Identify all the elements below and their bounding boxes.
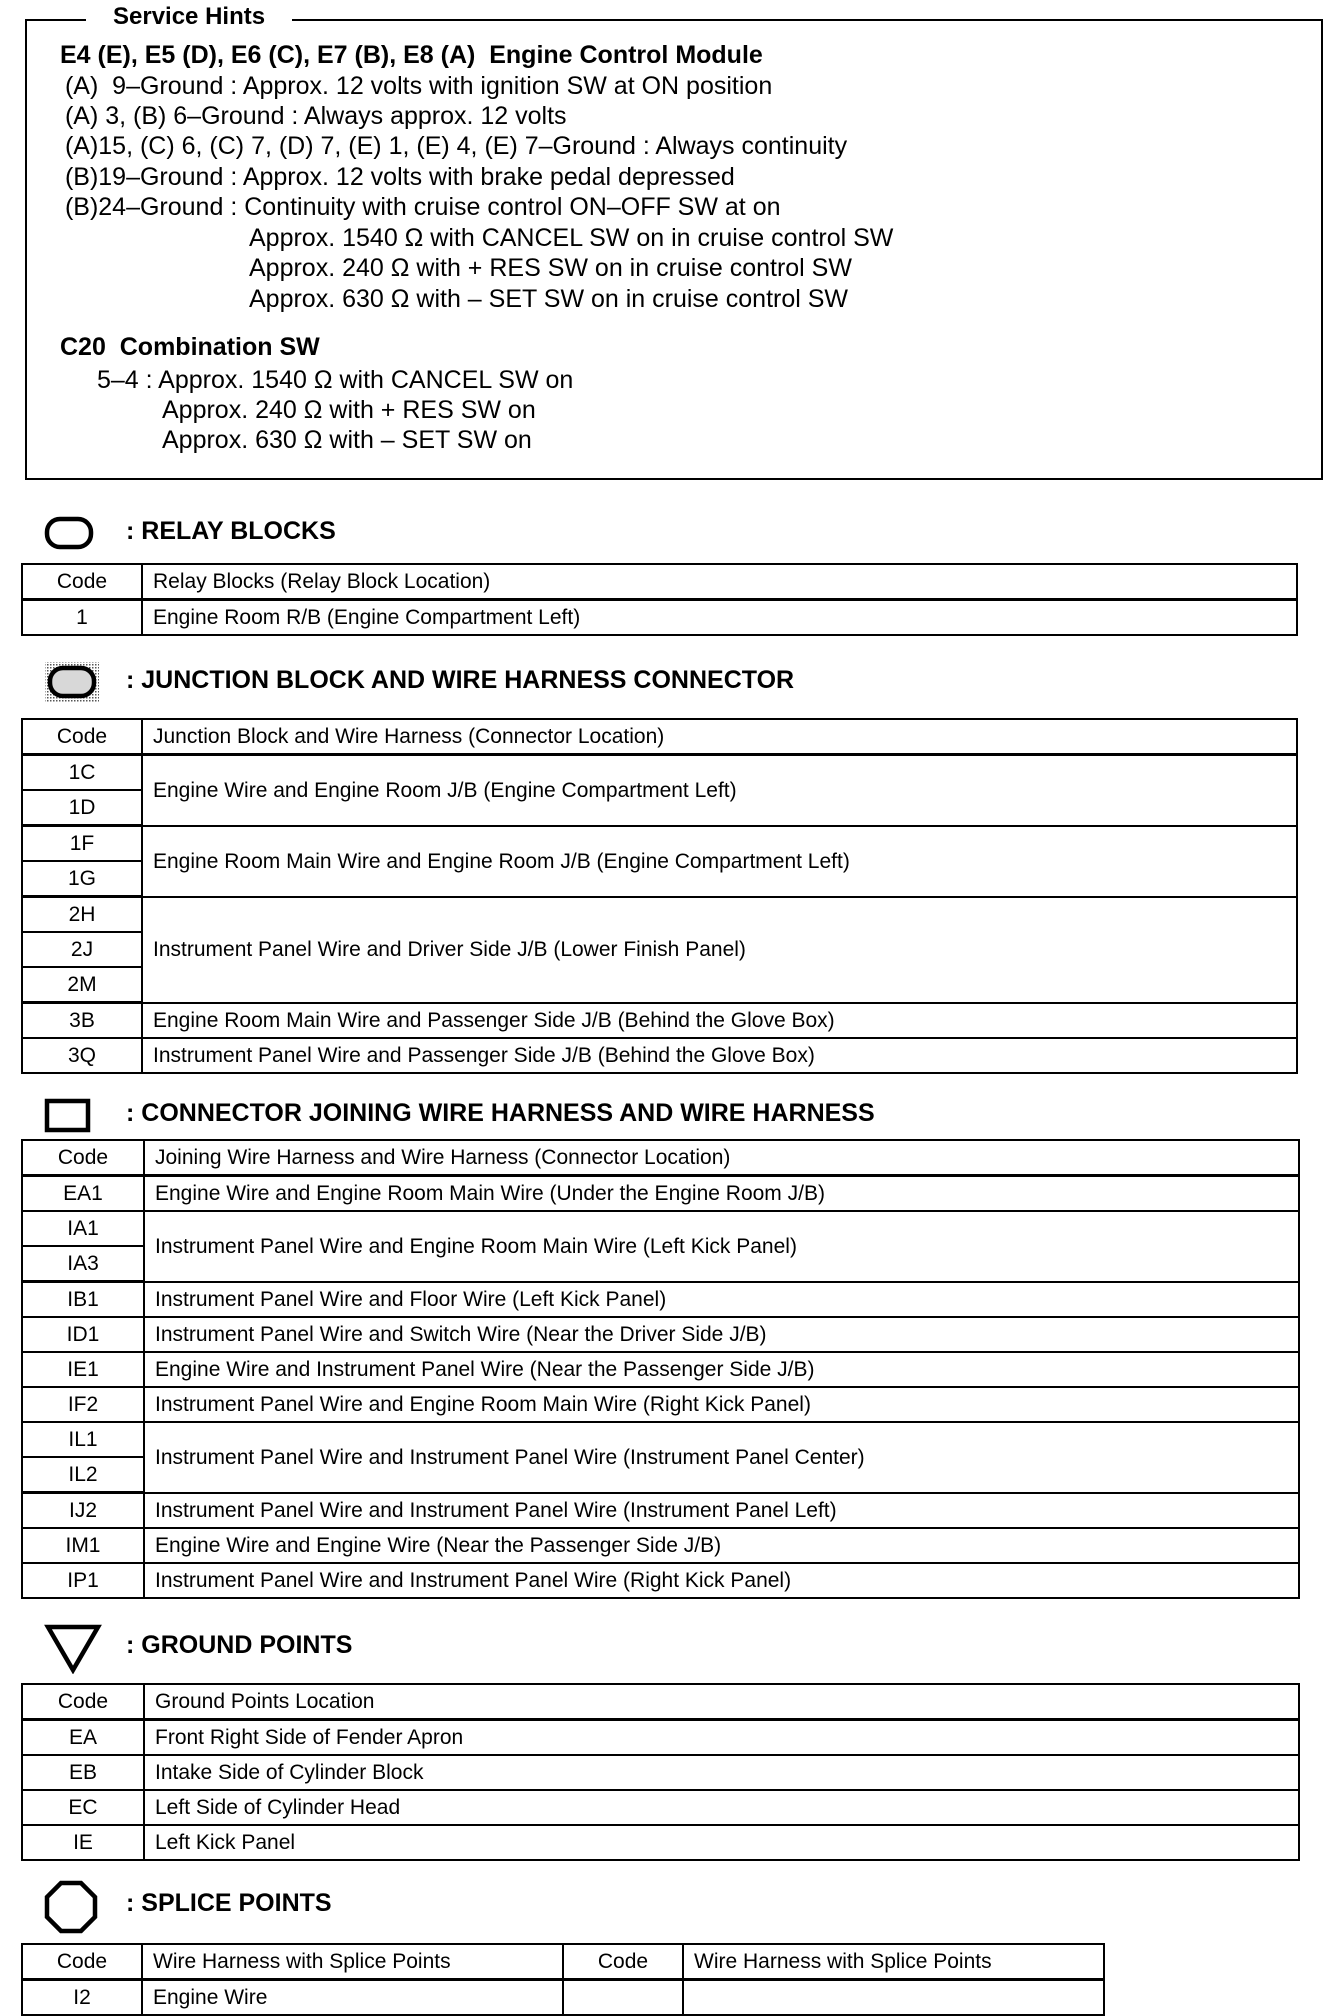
cell-code: IM1 — [22, 1528, 144, 1563]
cell-code: EC — [22, 1790, 144, 1825]
cell-location: Engine Wire and Engine Wire (Near the Passenger Side J/B) — [144, 1528, 1299, 1563]
cell-code: 3B — [22, 1003, 142, 1039]
cell-code: I2 — [22, 1980, 142, 2016]
table-row — [22, 1387, 1299, 1422]
combination-sw-hint-line: Approx. 240 Ω with + RES SW on — [162, 396, 536, 424]
table-row — [22, 1980, 1104, 2016]
column-header-location: Relay Blocks (Relay Block Location) — [142, 564, 1297, 600]
ecm-heading: E4 (E), E5 (D), E6 (C), E7 (B), E8 (A) Engine Control Module — [60, 41, 763, 69]
table-header-row — [22, 1944, 1104, 1980]
table-row — [22, 897, 1297, 933]
cell-location: Instrument Panel Wire and Engine Room Main Wire (Right Kick Panel) — [144, 1387, 1299, 1422]
table-row — [22, 600, 1297, 636]
ecm-hint-line: Approx. 240 Ω with + RES SW on in cruise control SW — [249, 254, 852, 282]
cell-location: Engine Room R/B (Engine Compartment Left) — [142, 600, 1297, 636]
ecm-hint-line: (A)15, (C) 6, (C) 7, (D) 7, (E) 1, (E) 4, (E) 7–Ground : Always continuity — [58, 132, 848, 160]
rounded-rectangle-icon — [44, 516, 96, 552]
relay-blocks-table — [21, 563, 1298, 636]
connector-heading — [0, 1090, 1344, 1136]
cell-code: IA1 — [22, 1211, 144, 1246]
column-header-harness-2: Wire Harness with Splice Points — [683, 1944, 1104, 1980]
column-header-location: Junction Block and Wire Harness (Connector Location) — [142, 719, 1297, 755]
cell-code: IL1 — [22, 1422, 144, 1457]
square-icon — [44, 1098, 92, 1134]
cell-location: Instrument Panel Wire and Instrument Panel Wire (Instrument Panel Center) — [144, 1422, 1299, 1493]
cell-location: Instrument Panel Wire and Floor Wire (Left Kick Panel) — [144, 1282, 1299, 1318]
cell-code: ID1 — [22, 1317, 144, 1352]
cell-harness-2 — [683, 1980, 1104, 2016]
cell-code: IA3 — [22, 1246, 144, 1282]
connector-table — [21, 1139, 1300, 1599]
table-header-row — [22, 1684, 1299, 1720]
table-header-row — [22, 564, 1297, 600]
junction-block-table — [21, 718, 1298, 1074]
cell-location: Front Right Side of Fender Apron — [144, 1720, 1299, 1756]
junction-block-heading — [0, 657, 1344, 703]
octagon-icon — [44, 1880, 98, 1934]
splice-points-table — [21, 1943, 1105, 2016]
cell-code: 1D — [22, 790, 142, 826]
table-row — [22, 1038, 1297, 1073]
cell-code: EA — [22, 1720, 144, 1756]
column-header-code: Code — [22, 564, 142, 600]
table-row — [22, 1720, 1299, 1756]
cell-location: Instrument Panel Wire and Engine Room Main Wire (Left Kick Panel) — [144, 1211, 1299, 1282]
connector-label: : CONNECTOR JOINING WIRE HARNESS AND WIRE HARNESS — [126, 1099, 875, 1127]
cell-code: IE — [22, 1825, 144, 1860]
table-row — [22, 1352, 1299, 1387]
column-header-code: Code — [22, 1140, 144, 1176]
ecm-hint-line: (B)24–Ground : Continuity with cruise control ON–OFF SW at on — [58, 193, 781, 221]
cell-location: Left Side of Cylinder Head — [144, 1790, 1299, 1825]
cell-code: 1G — [22, 861, 142, 897]
table-row — [22, 1211, 1299, 1246]
cell-harness: Engine Wire — [142, 1980, 563, 2016]
cell-location: Instrument Panel Wire and Instrument Panel Wire (Right Kick Panel) — [144, 1563, 1299, 1598]
cell-code: 2M — [22, 967, 142, 1003]
cell-code: 2H — [22, 897, 142, 933]
combination-sw-heading: C20 Combination SW — [60, 333, 320, 361]
column-header-code-2: Code — [563, 1944, 683, 1980]
cell-code: IE1 — [22, 1352, 144, 1387]
service-hints-title: Service Hints — [86, 2, 292, 32]
table-row — [22, 1825, 1299, 1860]
cell-code: IB1 — [22, 1282, 144, 1318]
ground-points-table — [21, 1683, 1300, 1861]
cell-location: Engine Wire and Engine Room Main Wire (Under the Engine Room J/B) — [144, 1176, 1299, 1212]
table-row — [22, 1493, 1299, 1529]
splice-points-heading — [0, 1880, 1344, 1926]
cell-location: Engine Room Main Wire and Passenger Side J/B (Behind the Glove Box) — [142, 1003, 1297, 1039]
ground-points-heading — [0, 1622, 1344, 1668]
ecm-hint-line: Approx. 630 Ω with – SET SW on in cruise control SW — [249, 285, 849, 313]
cell-location: Intake Side of Cylinder Block — [144, 1755, 1299, 1790]
cell-location: Instrument Panel Wire and Passenger Side J/B (Behind the Glove Box) — [142, 1038, 1297, 1073]
cell-location: Instrument Panel Wire and Driver Side J/B (Lower Finish Panel) — [142, 897, 1297, 1003]
table-row — [22, 1176, 1299, 1212]
cell-location: Left Kick Panel — [144, 1825, 1299, 1860]
cell-location: Engine Wire and Engine Room J/B (Engine Compartment Left) — [142, 755, 1297, 826]
ecm-hint-line: (B)19–Ground : Approx. 12 volts with brake pedal depressed — [58, 163, 735, 191]
table-row — [22, 1528, 1299, 1563]
relay-blocks-label: : RELAY BLOCKS — [126, 517, 336, 545]
cell-code: IL2 — [22, 1457, 144, 1493]
cell-code: 3Q — [22, 1038, 142, 1073]
cell-code: 1F — [22, 826, 142, 862]
table-header-row — [22, 1140, 1299, 1176]
column-header-location: Joining Wire Harness and Wire Harness (Connector Location) — [144, 1140, 1299, 1176]
table-header-row — [22, 719, 1297, 755]
cell-code: 1C — [22, 755, 142, 791]
column-header-code: Code — [22, 1944, 142, 1980]
table-row — [22, 826, 1297, 862]
junction-block-label: : JUNCTION BLOCK AND WIRE HARNESS CONNECTOR — [126, 666, 795, 694]
splice-points-label: : SPLICE POINTS — [126, 1889, 332, 1917]
cell-code: EB — [22, 1755, 144, 1790]
cell-location: Instrument Panel Wire and Switch Wire (Near the Driver Side J/B) — [144, 1317, 1299, 1352]
cell-code: IJ2 — [22, 1493, 144, 1529]
cell-code-2 — [563, 1980, 683, 2016]
cell-code: 2J — [22, 932, 142, 967]
column-header-location: Ground Points Location — [144, 1684, 1299, 1720]
table-row — [22, 755, 1297, 791]
column-header-code: Code — [22, 719, 142, 755]
cell-code: IF2 — [22, 1387, 144, 1422]
ecm-hint-line: (A) 9–Ground : Approx. 12 volts with ignition SW at ON position — [58, 72, 773, 100]
down-triangle-icon — [44, 1622, 102, 1674]
table-row — [22, 1282, 1299, 1318]
table-row — [22, 1755, 1299, 1790]
cell-code: EA1 — [22, 1176, 144, 1212]
cell-location: Engine Wire and Instrument Panel Wire (Near the Passenger Side J/B) — [144, 1352, 1299, 1387]
table-row — [22, 1790, 1299, 1825]
ecm-hint-line: (A) 3, (B) 6–Ground : Always approx. 12 volts — [58, 102, 567, 130]
combination-sw-hint-line: Approx. 630 Ω with – SET SW on — [162, 426, 532, 454]
column-header-harness: Wire Harness with Splice Points — [142, 1944, 563, 1980]
cell-code: 1 — [22, 600, 142, 636]
relay-blocks-heading — [0, 508, 1344, 554]
cell-location: Instrument Panel Wire and Instrument Panel Wire (Instrument Panel Left) — [144, 1493, 1299, 1529]
combination-sw-hint-line: 5–4 : Approx. 1540 Ω with CANCEL SW on — [97, 366, 574, 394]
column-header-code: Code — [22, 1684, 144, 1720]
table-row — [22, 1563, 1299, 1598]
ecm-hint-line: Approx. 1540 Ω with CANCEL SW on in cruise control SW — [249, 224, 894, 252]
table-row — [22, 1003, 1297, 1039]
shaded-rounded-rectangle-icon — [44, 661, 100, 703]
ground-points-label: : GROUND POINTS — [126, 1631, 353, 1659]
table-row — [22, 1317, 1299, 1352]
cell-code: IP1 — [22, 1563, 144, 1598]
cell-location: Engine Room Main Wire and Engine Room J/B (Engine Compartment Left) — [142, 826, 1297, 897]
table-row — [22, 1422, 1299, 1457]
